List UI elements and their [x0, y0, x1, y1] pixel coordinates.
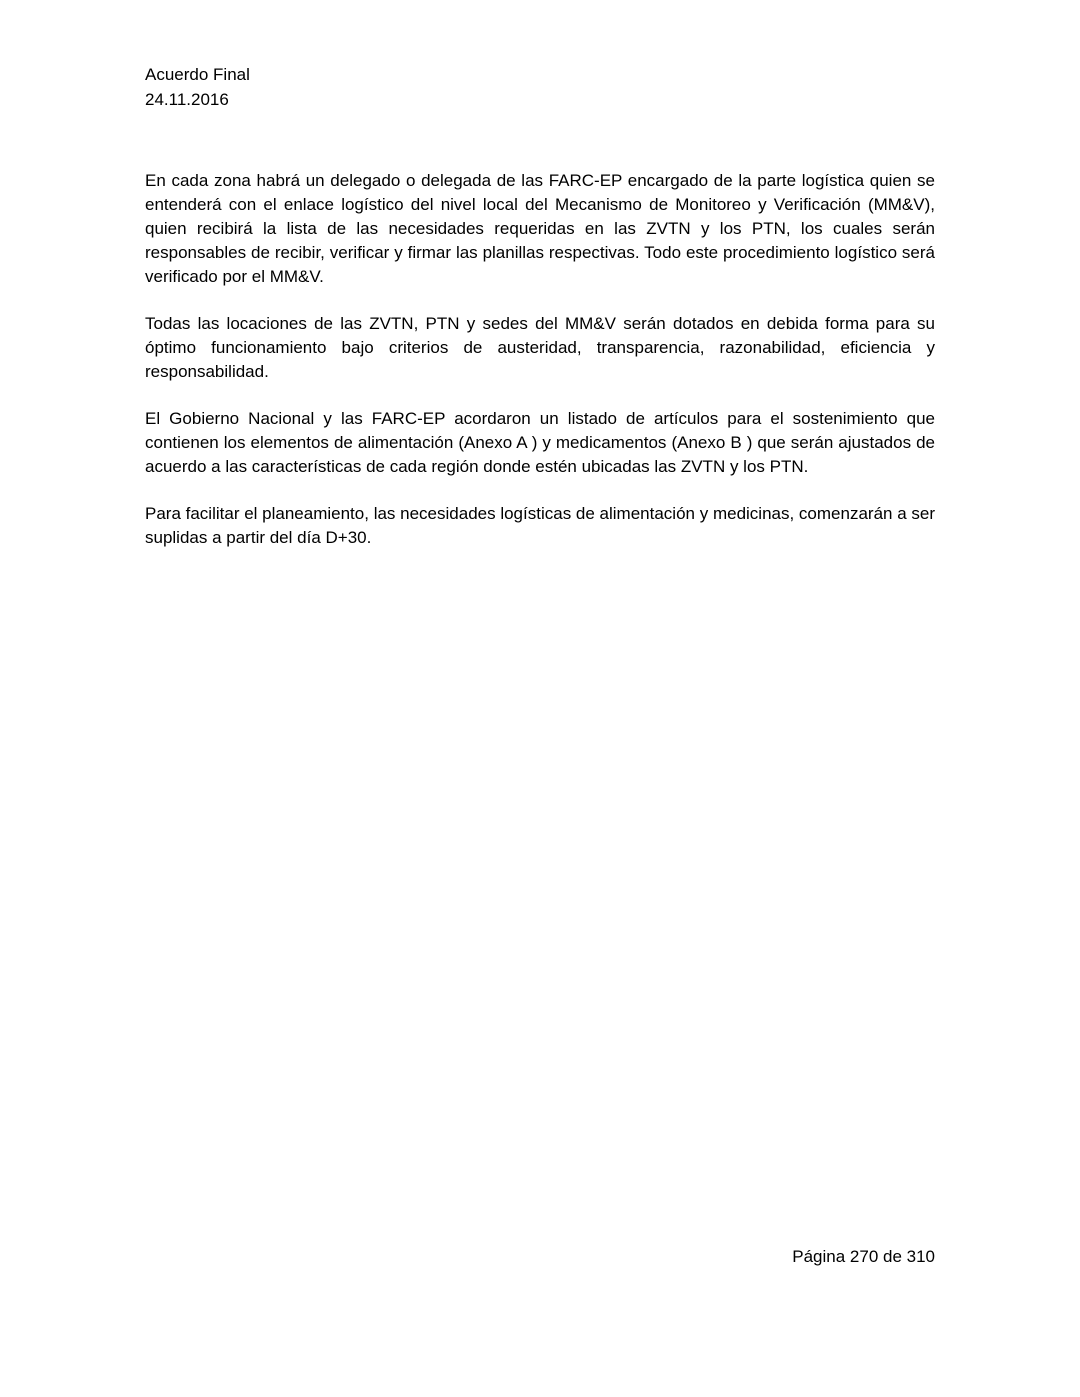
- page-number: Página 270 de 310: [792, 1247, 935, 1266]
- paragraph-logistics-delegate: En cada zona habrá un delegado o delegada de las FARC-EP encargado de la parte logística quien se entenderá con el enlace logístico del nivel local del Mecanismo de Monitoreo y Verificación (MM&V), quien recibirá la lista de las necesidades requeridas en las ZVTN y los PTN, los cuales serán responsables de recibir, verificar y firmar las planillas respectivas. Todo este procedimiento logístico será verificado por el MM&V.: [145, 171, 935, 286]
- document-date: 24.11.2016: [145, 90, 229, 109]
- paragraph-locations: Todas las locaciones de las ZVTN, PTN y sedes del MM&V serán dotados en debida forma para su óptimo funcionamiento bajo criterios de austeridad, transparencia, razonabilidad, eficiencia y responsabilidad.: [145, 314, 935, 381]
- paragraph-articles-list: El Gobierno Nacional y las FARC-EP acordaron un listado de artículos para el sostenimiento que contienen los elementos de alimentación (Anexo A ) y medicamentos (Anexo B ) que serán ajustados de acuerdo a las características de cada región donde estén ubicadas las ZVTN y los PTN.: [145, 409, 935, 476]
- paragraph-planning: Para facilitar el planeamiento, las necesidades logísticas de alimentación y medicinas, comenzarán a ser suplidas a partir del día D+30.: [145, 504, 935, 547]
- document-body: [145, 169, 935, 573]
- page-header: [145, 62, 545, 112]
- document-title: Acuerdo Final: [145, 65, 250, 84]
